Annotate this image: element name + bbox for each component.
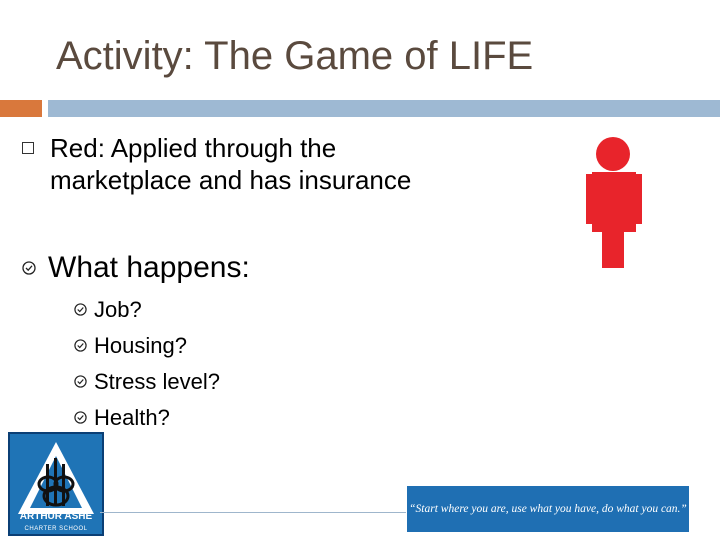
list-item (74, 364, 220, 400)
circle-check-bullet-icon (22, 261, 36, 275)
bullet-red-player (22, 132, 492, 196)
footer-divider (100, 512, 406, 513)
bullet-what-happens (22, 250, 250, 286)
red-player-figure-icon (580, 134, 650, 274)
slide-title: Activity: The Game of LIFE (56, 34, 534, 78)
circle-check-bullet-icon (74, 303, 87, 316)
title-rule-blue (48, 100, 720, 117)
sub-item-housing: Housing? (94, 333, 187, 358)
heading-what-happens: What happens: (48, 251, 250, 284)
sub-item-job: Job? (94, 297, 142, 322)
sub-bullet-list (74, 292, 220, 436)
logo-subtitle-text: CHARTER SCHOOL (24, 526, 88, 532)
circle-check-bullet-icon (74, 375, 87, 388)
list-item (74, 400, 220, 436)
circle-check-bullet-icon (74, 339, 87, 352)
arthur-ashe-logo (8, 432, 104, 536)
sub-item-stress: Stress level? (94, 369, 220, 394)
bullet-red-line1: Red: Applied through the (50, 133, 337, 163)
bullet-red-line2: marketplace and has insurance (50, 165, 412, 195)
list-item (74, 328, 220, 364)
sub-item-health: Health? (94, 405, 170, 430)
logo-name-text: ARTHUR ASHE (19, 511, 93, 522)
square-bullet-icon (22, 142, 34, 154)
list-item (74, 292, 220, 328)
title-rule-orange (0, 100, 42, 117)
quote-text: “Start where you are, use what you have, do what you can.” (409, 503, 687, 515)
circle-check-bullet-icon (74, 411, 87, 424)
quote-banner (407, 486, 689, 532)
